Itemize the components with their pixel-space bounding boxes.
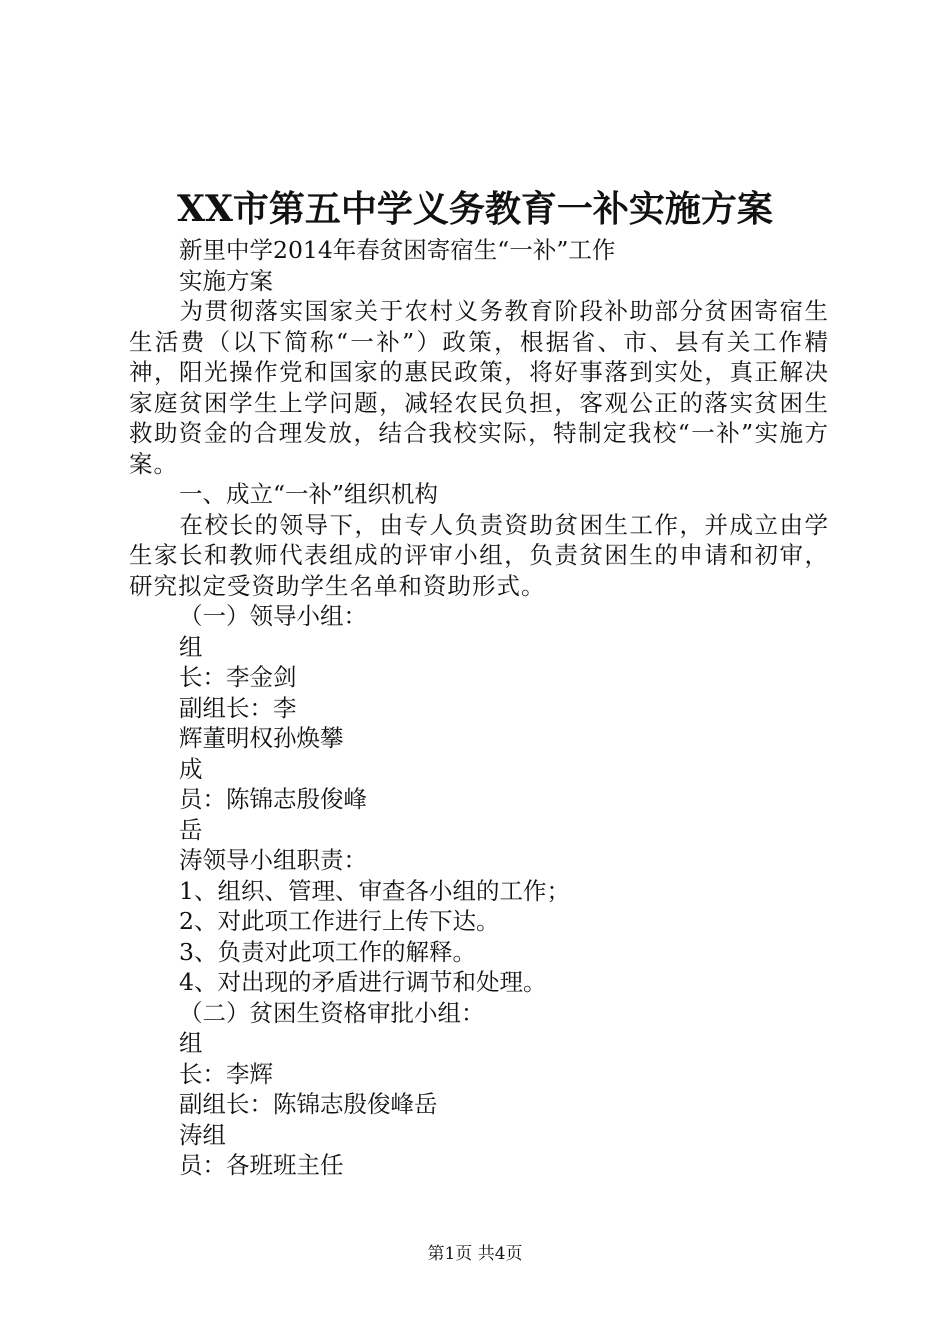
page-footer: 第1页 共4页 bbox=[427, 1244, 523, 1264]
intro-paragraph bbox=[129, 296, 829, 479]
leader-line-6: 员：陈锦志殷俊峰 bbox=[179, 785, 367, 813]
review-line-3: 副组长：陈锦志殷俊峰岳 bbox=[179, 1090, 438, 1118]
duty-item-1: 1、组织、管理、审查各小组的工作； bbox=[179, 876, 570, 905]
review-line-1: 组 bbox=[179, 1029, 203, 1057]
review-line-5: 员：各班班主任 bbox=[179, 1151, 344, 1179]
duty-item-4: 4、对出现的矛盾进行调节和处理。 bbox=[179, 968, 547, 996]
section-1-paragraph-text: 在校长的领导下，由专人负责资助贫困生工作，并成立由学生家长和教师代表组成的评审小组，负责贫困生的申请和初审，研究拟定受资助学生名单和资助形式。 bbox=[129, 510, 829, 600]
leader-line-2: 长：李金剑 bbox=[179, 663, 297, 691]
subtitle-line-2: 实施方案 bbox=[179, 266, 273, 295]
leader-line-5: 成 bbox=[179, 754, 203, 783]
review-line-2: 长：李辉 bbox=[179, 1059, 273, 1088]
subtitle-line-1: 新里中学2014年春贫困寄宿生“一补”工作 bbox=[179, 236, 616, 264]
leader-line-3: 副组长：李 bbox=[179, 693, 297, 722]
leader-line-8: 涛领导小组职责： bbox=[179, 846, 367, 874]
duty-item-3: 3、负责对此项工作的解释。 bbox=[179, 937, 476, 966]
subsection-heading-1: （一）领导小组： bbox=[179, 602, 367, 630]
document-body bbox=[129, 235, 829, 1181]
review-line-4: 涛组 bbox=[179, 1120, 226, 1149]
duty-item-2: 2、对此项工作进行上传下达。 bbox=[179, 907, 500, 935]
leader-line-1: 组 bbox=[179, 632, 203, 661]
document-title: XX市第五中学义务教育一补实施方案 bbox=[177, 188, 773, 230]
subsection-heading-2: （二）贫困生资格审批小组： bbox=[179, 998, 485, 1027]
section-heading-1: 一、成立“一补”组织机构 bbox=[179, 480, 439, 508]
leader-line-4: 辉董明权孙焕攀 bbox=[179, 724, 344, 752]
leader-line-7: 岳 bbox=[179, 815, 203, 844]
intro-paragraph-text: 为贯彻落实国家关于农村义务教育阶段补助部分贫困寄宿生生活费（以下简称“一补”）政策，根据省、市、县有关工作精神，阳光操作党和国家的惠民政策，将好事落到实处，真正解决家庭贫困学生上学问题，减轻农民负担，客观公正的落实贫困生救助资金的合理发放，结合我校实际，特制定我校“一补”实施方案。 bbox=[129, 297, 829, 478]
section-1-paragraph bbox=[129, 510, 829, 602]
